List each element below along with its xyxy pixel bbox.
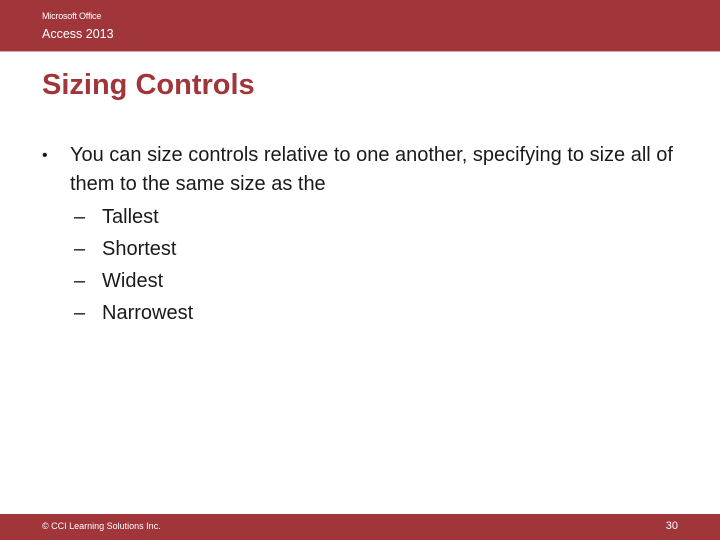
main-bullet [42, 141, 682, 199]
page-number: 30 [665, 520, 678, 532]
header-divider [0, 51, 720, 52]
slide-title: Sizing Controls [42, 69, 255, 101]
brand-label: Microsoft Office [42, 11, 102, 21]
sub-bullet-list [74, 201, 193, 329]
sub-bullet-text: Widest [102, 270, 164, 292]
sub-bullet-item [74, 265, 193, 297]
bullet-marker: • [42, 147, 48, 164]
dash-marker: – [74, 238, 86, 260]
dash-marker: – [74, 270, 86, 292]
sub-bullet-text: Shortest [102, 238, 177, 260]
sub-bullet-item [74, 201, 193, 233]
dash-marker: – [74, 302, 86, 324]
bullet-block [42, 141, 682, 199]
sub-bullet-text: Narrowest [102, 302, 194, 324]
main-bullet-text: You can size controls relative to one another, specifying to size all of them to the same size as the [70, 144, 673, 195]
copyright-label: © CCI Learning Solutions Inc. [42, 521, 161, 531]
footer-banner [0, 514, 720, 540]
header-banner [0, 0, 720, 51]
dash-marker: – [74, 206, 86, 228]
sub-bullet-item [74, 297, 193, 329]
sub-bullet-item [74, 233, 193, 265]
product-label: Access 2013 [42, 27, 114, 41]
sub-bullet-text: Tallest [102, 206, 159, 228]
